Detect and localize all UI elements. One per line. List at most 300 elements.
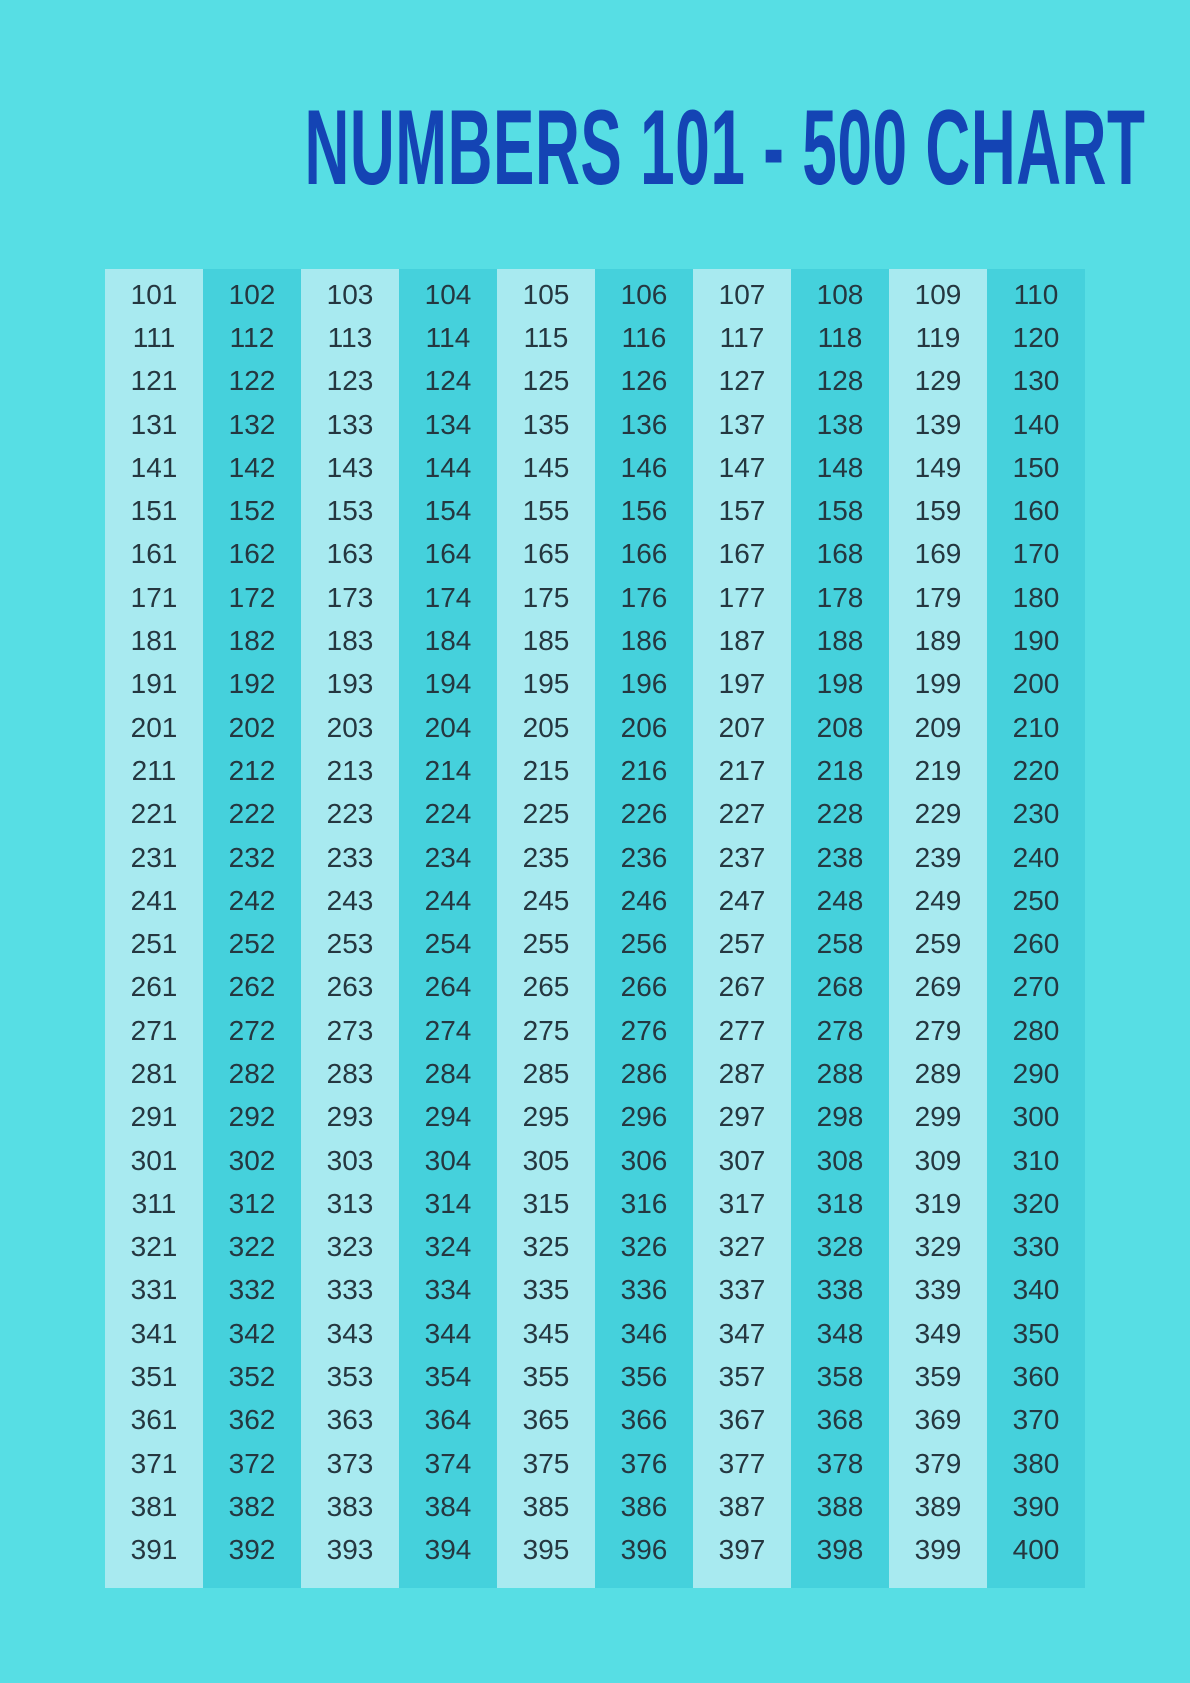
number-cell: 344 (424, 1317, 472, 1349)
number-cell: 118 (817, 321, 863, 353)
number-cell: 400 (1012, 1534, 1060, 1566)
number-cell: 139 (914, 408, 962, 440)
number-cell: 389 (914, 1490, 962, 1522)
number-cell: 293 (326, 1101, 374, 1133)
number-cell: 184 (424, 625, 472, 657)
number-cell: 241 (130, 884, 178, 916)
number-cell: 169 (914, 538, 962, 570)
number-cell: 212 (228, 754, 276, 786)
number-cell: 101 (130, 278, 178, 310)
number-cell: 105 (522, 278, 570, 310)
number-cell: 159 (914, 495, 962, 527)
number-cell: 322 (228, 1231, 276, 1263)
number-cell: 314 (424, 1187, 472, 1219)
number-cell: 370 (1012, 1404, 1060, 1436)
number-cell: 151 (130, 495, 178, 527)
number-cell: 284 (424, 1057, 472, 1089)
number-cell: 234 (424, 841, 472, 873)
number-cell: 171 (130, 581, 178, 613)
number-cell: 107 (718, 278, 766, 310)
number-cell: 110 (1013, 278, 1059, 310)
number-cell: 264 (424, 971, 472, 1003)
number-cell: 372 (228, 1447, 276, 1479)
number-cell: 221 (130, 798, 178, 830)
number-cell: 328 (816, 1231, 864, 1263)
number-cell: 225 (522, 798, 570, 830)
number-cell: 260 (1012, 928, 1060, 960)
number-cell: 368 (816, 1404, 864, 1436)
number-cell: 142 (228, 451, 276, 483)
number-cell: 355 (522, 1361, 570, 1393)
number-cell: 326 (620, 1231, 668, 1263)
number-cell: 188 (816, 625, 864, 657)
number-cell: 165 (522, 538, 570, 570)
number-cell: 193 (326, 668, 374, 700)
number-cell: 300 (1012, 1101, 1060, 1133)
number-cell: 292 (228, 1101, 276, 1133)
number-cell: 155 (522, 495, 570, 527)
number-cell: 258 (816, 928, 864, 960)
number-cell: 320 (1012, 1187, 1060, 1219)
number-cell: 267 (718, 971, 766, 1003)
number-cell: 384 (424, 1490, 472, 1522)
number-cell: 170 (1012, 538, 1060, 570)
number-cell: 331 (130, 1274, 178, 1306)
number-cell: 393 (326, 1534, 374, 1566)
number-cell: 122 (228, 365, 276, 397)
number-cell: 394 (424, 1534, 472, 1566)
number-cell: 268 (816, 971, 864, 1003)
number-cell: 270 (1012, 971, 1060, 1003)
number-cell: 282 (228, 1057, 276, 1089)
number-cell: 119 (915, 321, 961, 353)
number-cell: 278 (816, 1014, 864, 1046)
number-cell: 366 (620, 1404, 668, 1436)
number-cell: 217 (718, 754, 766, 786)
number-cell: 197 (718, 668, 766, 700)
number-cell: 213 (326, 754, 374, 786)
number-cell: 148 (816, 451, 864, 483)
number-cell: 177 (718, 581, 766, 613)
number-cell: 111 (132, 321, 176, 353)
number-cell: 168 (816, 538, 864, 570)
number-cell: 233 (326, 841, 374, 873)
poster-header (0, 87, 1190, 207)
number-cell: 257 (718, 928, 766, 960)
number-cell: 226 (620, 798, 668, 830)
number-cell: 231 (130, 841, 178, 873)
number-cell: 161 (130, 538, 178, 570)
number-cell: 277 (718, 1014, 766, 1046)
number-cell: 291 (130, 1101, 178, 1133)
number-cell: 382 (228, 1490, 276, 1522)
number-cell: 343 (326, 1317, 374, 1349)
number-cell: 388 (816, 1490, 864, 1522)
number-cell: 357 (718, 1361, 766, 1393)
number-cell: 202 (228, 711, 276, 743)
number-cell: 373 (326, 1447, 374, 1479)
number-cell: 106 (620, 278, 668, 310)
number-cell: 337 (718, 1274, 766, 1306)
number-cell: 125 (522, 365, 570, 397)
number-cell: 245 (522, 884, 570, 916)
number-cell: 102 (228, 278, 276, 310)
number-cell: 301 (130, 1144, 178, 1176)
number-cell: 224 (424, 798, 472, 830)
number-cell: 134 (424, 408, 472, 440)
number-cell: 347 (718, 1317, 766, 1349)
number-cell: 342 (228, 1317, 276, 1349)
number-cell: 359 (914, 1361, 962, 1393)
number-cell: 146 (620, 451, 668, 483)
number-cell: 296 (620, 1101, 668, 1133)
number-cell: 145 (522, 451, 570, 483)
number-cell: 143 (326, 451, 374, 483)
number-cell: 129 (914, 365, 962, 397)
number-cell: 335 (522, 1274, 570, 1306)
number-cell: 229 (914, 798, 962, 830)
number-cell: 385 (522, 1490, 570, 1522)
number-cell: 196 (620, 668, 668, 700)
number-cell: 289 (914, 1057, 962, 1089)
number-cell: 323 (326, 1231, 374, 1263)
number-cell: 162 (228, 538, 276, 570)
number-cell: 253 (326, 928, 374, 960)
number-cell: 236 (620, 841, 668, 873)
number-cell: 325 (522, 1231, 570, 1263)
number-cell: 166 (620, 538, 668, 570)
number-cell: 361 (130, 1404, 178, 1436)
number-cell: 121 (130, 365, 178, 397)
number-cell: 198 (816, 668, 864, 700)
number-cell: 189 (914, 625, 962, 657)
number-cell: 227 (718, 798, 766, 830)
number-cell: 330 (1012, 1231, 1060, 1263)
number-cell: 215 (522, 754, 570, 786)
number-cell: 176 (620, 581, 668, 613)
number-cell: 144 (424, 451, 472, 483)
number-cell: 367 (718, 1404, 766, 1436)
number-cell: 141 (130, 451, 178, 483)
number-cell: 175 (522, 581, 570, 613)
number-cell: 167 (718, 538, 766, 570)
number-cell: 138 (816, 408, 864, 440)
number-cell: 114 (425, 321, 471, 353)
number-cell: 209 (914, 711, 962, 743)
number-cell: 364 (424, 1404, 472, 1436)
number-cell: 329 (914, 1231, 962, 1263)
number-cell: 186 (620, 625, 668, 657)
number-cell: 321 (130, 1231, 178, 1263)
number-cell: 201 (130, 711, 178, 743)
number-cell: 132 (228, 408, 276, 440)
number-cell: 273 (326, 1014, 374, 1046)
number-cell: 274 (424, 1014, 472, 1046)
number-cell: 334 (424, 1274, 472, 1306)
number-cell: 395 (522, 1534, 570, 1566)
number-cell: 255 (522, 928, 570, 960)
number-cell: 123 (326, 365, 374, 397)
number-cell: 194 (424, 668, 472, 700)
number-cell: 261 (130, 971, 178, 1003)
number-cell: 219 (914, 754, 962, 786)
number-cell: 375 (522, 1447, 570, 1479)
number-cell: 160 (1012, 495, 1060, 527)
number-cell: 182 (228, 625, 276, 657)
number-cell: 297 (718, 1101, 766, 1133)
number-cell: 346 (620, 1317, 668, 1349)
number-cell: 374 (424, 1447, 472, 1479)
number-cell: 280 (1012, 1014, 1060, 1046)
number-cell: 398 (816, 1534, 864, 1566)
number-cell: 208 (816, 711, 864, 743)
number-cell: 352 (228, 1361, 276, 1393)
number-cell: 183 (326, 625, 374, 657)
number-cell: 391 (130, 1534, 178, 1566)
number-cell: 223 (326, 798, 374, 830)
number-cell: 371 (130, 1447, 178, 1479)
number-cell: 397 (718, 1534, 766, 1566)
number-cell: 306 (620, 1144, 668, 1176)
number-cell: 147 (718, 451, 766, 483)
number-cell: 305 (522, 1144, 570, 1176)
number-cell: 304 (424, 1144, 472, 1176)
number-cell: 332 (228, 1274, 276, 1306)
number-cell: 290 (1012, 1057, 1060, 1089)
number-cell: 339 (914, 1274, 962, 1306)
numbers-grid (105, 269, 1085, 1588)
number-cell: 117 (719, 321, 765, 353)
number-cell: 128 (816, 365, 864, 397)
number-cell: 324 (424, 1231, 472, 1263)
number-cell: 295 (522, 1101, 570, 1133)
number-cell: 286 (620, 1057, 668, 1089)
number-cell: 248 (816, 884, 864, 916)
number-cell: 156 (620, 495, 668, 527)
number-cell: 338 (816, 1274, 864, 1306)
number-cell: 365 (522, 1404, 570, 1436)
number-cell: 235 (522, 841, 570, 873)
number-cell: 396 (620, 1534, 668, 1566)
number-cell: 316 (620, 1187, 668, 1219)
number-cell: 180 (1012, 581, 1060, 613)
number-cell: 190 (1012, 625, 1060, 657)
number-cell: 181 (130, 625, 178, 657)
number-cell: 251 (130, 928, 178, 960)
number-cell: 340 (1012, 1274, 1060, 1306)
number-cell: 157 (718, 495, 766, 527)
number-cell: 130 (1012, 365, 1060, 397)
number-cell: 279 (914, 1014, 962, 1046)
number-cell: 103 (326, 278, 374, 310)
number-cell: 240 (1012, 841, 1060, 873)
number-cell: 133 (326, 408, 374, 440)
number-cell: 387 (718, 1490, 766, 1522)
number-cell: 116 (621, 321, 667, 353)
number-cell: 150 (1012, 451, 1060, 483)
number-cell: 351 (130, 1361, 178, 1393)
number-cell: 379 (914, 1447, 962, 1479)
number-cell: 204 (424, 711, 472, 743)
number-cell: 153 (326, 495, 374, 527)
number-cell: 317 (718, 1187, 766, 1219)
number-cell: 276 (620, 1014, 668, 1046)
number-cell: 222 (228, 798, 276, 830)
number-cell: 154 (424, 495, 472, 527)
number-cell: 191 (130, 668, 178, 700)
number-cell: 307 (718, 1144, 766, 1176)
number-cell: 237 (718, 841, 766, 873)
number-cell: 377 (718, 1447, 766, 1479)
number-cell: 254 (424, 928, 472, 960)
number-cell: 299 (914, 1101, 962, 1133)
number-cell: 272 (228, 1014, 276, 1046)
number-cell: 376 (620, 1447, 668, 1479)
number-cell: 187 (718, 625, 766, 657)
number-cell: 333 (326, 1274, 374, 1306)
number-cell: 112 (229, 321, 275, 353)
number-cell: 173 (326, 581, 374, 613)
number-cell: 206 (620, 711, 668, 743)
number-cell: 109 (914, 278, 962, 310)
number-cell: 163 (326, 538, 374, 570)
number-cell: 311 (131, 1187, 177, 1219)
number-cell: 308 (816, 1144, 864, 1176)
number-cell: 265 (522, 971, 570, 1003)
number-cell: 137 (718, 408, 766, 440)
number-cell: 238 (816, 841, 864, 873)
number-cell: 136 (620, 408, 668, 440)
number-cell: 341 (130, 1317, 178, 1349)
number-cell: 232 (228, 841, 276, 873)
number-cell: 104 (424, 278, 472, 310)
number-cell: 313 (326, 1187, 374, 1219)
number-cell: 249 (914, 884, 962, 916)
number-cell: 135 (522, 408, 570, 440)
number-cell: 383 (326, 1490, 374, 1522)
number-cell: 178 (816, 581, 864, 613)
number-cell: 124 (424, 365, 472, 397)
number-cell: 281 (130, 1057, 178, 1089)
number-cell: 362 (228, 1404, 276, 1436)
number-cell: 275 (522, 1014, 570, 1046)
page-title: NUMBERS 101 - 500 CHART (304, 87, 1146, 207)
number-cell: 131 (130, 408, 178, 440)
number-cell: 174 (424, 581, 472, 613)
number-cell: 356 (620, 1361, 668, 1393)
number-cell: 315 (522, 1187, 570, 1219)
number-cell: 298 (816, 1101, 864, 1133)
number-cell: 309 (914, 1144, 962, 1176)
number-cell: 360 (1012, 1361, 1060, 1393)
number-cell: 179 (914, 581, 962, 613)
number-cell: 210 (1012, 711, 1060, 743)
number-cell: 199 (914, 668, 962, 700)
number-cell: 363 (326, 1404, 374, 1436)
number-cell: 288 (816, 1057, 864, 1089)
number-cell: 386 (620, 1490, 668, 1522)
number-cell: 263 (326, 971, 374, 1003)
number-cell: 358 (816, 1361, 864, 1393)
number-cell: 214 (424, 754, 472, 786)
number-cell: 220 (1012, 754, 1060, 786)
number-cell: 246 (620, 884, 668, 916)
number-cell: 115 (523, 321, 569, 353)
number-cell: 244 (424, 884, 472, 916)
number-cell: 252 (228, 928, 276, 960)
number-cell: 287 (718, 1057, 766, 1089)
number-cell: 120 (1012, 321, 1060, 353)
number-cell: 312 (228, 1187, 276, 1219)
number-cell: 259 (914, 928, 962, 960)
number-cell: 192 (228, 668, 276, 700)
number-cell: 203 (326, 711, 374, 743)
number-cell: 140 (1012, 408, 1060, 440)
number-cell: 218 (816, 754, 864, 786)
number-cell: 399 (914, 1534, 962, 1566)
number-cell: 216 (620, 754, 668, 786)
number-cell: 127 (718, 365, 766, 397)
number-cell: 230 (1012, 798, 1060, 830)
number-cell: 378 (816, 1447, 864, 1479)
number-cell: 152 (228, 495, 276, 527)
number-cell: 310 (1012, 1144, 1060, 1176)
number-cell: 242 (228, 884, 276, 916)
number-cell: 239 (914, 841, 962, 873)
number-cell: 207 (718, 711, 766, 743)
number-cell: 211 (131, 754, 177, 786)
number-cell: 302 (228, 1144, 276, 1176)
number-cell: 350 (1012, 1317, 1060, 1349)
number-cell: 354 (424, 1361, 472, 1393)
number-cell: 185 (522, 625, 570, 657)
number-cell: 256 (620, 928, 668, 960)
number-cell: 149 (914, 451, 962, 483)
number-cell: 164 (424, 538, 472, 570)
number-cell: 205 (522, 711, 570, 743)
number-cell: 243 (326, 884, 374, 916)
number-cell: 195 (522, 668, 570, 700)
number-cell: 271 (130, 1014, 178, 1046)
number-cell: 262 (228, 971, 276, 1003)
number-cell: 336 (620, 1274, 668, 1306)
number-cell: 348 (816, 1317, 864, 1349)
number-cell: 113 (327, 321, 373, 353)
number-cell: 269 (914, 971, 962, 1003)
number-cell: 318 (816, 1187, 864, 1219)
number-cell: 369 (914, 1404, 962, 1436)
number-cell: 247 (718, 884, 766, 916)
number-cell: 285 (522, 1057, 570, 1089)
number-cell: 200 (1012, 668, 1060, 700)
number-cell: 108 (816, 278, 864, 310)
number-cell: 158 (816, 495, 864, 527)
number-cell: 228 (816, 798, 864, 830)
number-cell: 250 (1012, 884, 1060, 916)
number-cell: 126 (620, 365, 668, 397)
number-cell: 381 (130, 1490, 178, 1522)
number-cell: 380 (1012, 1447, 1060, 1479)
number-cell: 345 (522, 1317, 570, 1349)
number-cell: 392 (228, 1534, 276, 1566)
number-cell: 390 (1012, 1490, 1060, 1522)
number-cell: 319 (914, 1187, 962, 1219)
number-cell: 283 (326, 1057, 374, 1089)
number-cell: 303 (326, 1144, 374, 1176)
number-cell: 266 (620, 971, 668, 1003)
number-cell: 294 (424, 1101, 472, 1133)
number-cell: 349 (914, 1317, 962, 1349)
